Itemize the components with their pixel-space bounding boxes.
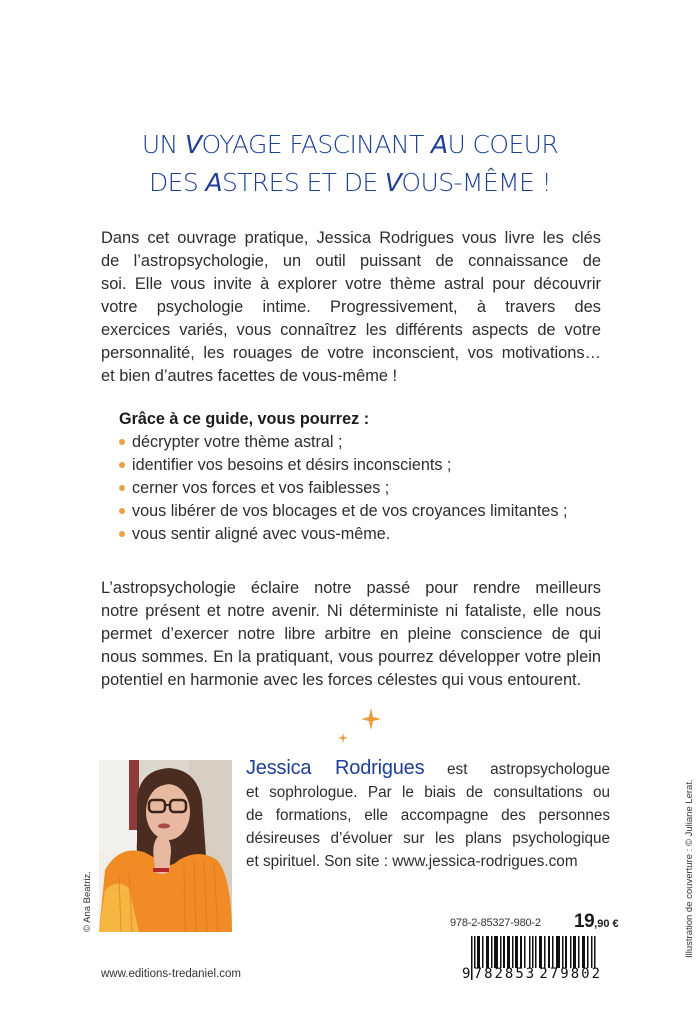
bio-line: et sophrologue. Par le biais de consultations ou (246, 784, 610, 801)
headline-segment: OUS-MÊME ! (401, 168, 551, 197)
outro-line: permet d’exercer notre libre arbitre en pleine conscience de qui (101, 625, 601, 643)
headline-segment: U COEUR (447, 130, 559, 159)
outro-line: notre présent et notre avenir. Ni déterministe ni fataliste, elle nous (101, 602, 601, 620)
list-item (119, 523, 619, 546)
author-portrait-image (99, 760, 232, 932)
price-decimal: ,90 € (594, 918, 619, 930)
price (574, 911, 619, 933)
bullet-dot-icon (119, 439, 125, 445)
intro-line: et bien d’autres facettes de vous-même ! (101, 367, 398, 385)
bullet-dot-icon (119, 462, 125, 468)
list-item (119, 431, 619, 454)
author-name: Jessica Rodrigues (246, 757, 425, 779)
bio-line: désireuses d’évoluer sur les plans psychologique (246, 830, 610, 847)
benefits-section (119, 408, 619, 546)
outro-paragraph (101, 577, 601, 692)
list-item (119, 454, 619, 477)
headline-segment: V (384, 168, 402, 197)
bio-text: est astropsychologue (424, 761, 610, 778)
intro-paragraph (101, 227, 601, 388)
isbn-number: 978-2-85327-980-2 (450, 917, 541, 929)
intro-line: Dans cet ouvrage pratique, Jessica Rodrigues vous livre les clés (101, 229, 601, 247)
bio-line: de formations, elle accompagne des personnes (246, 807, 610, 824)
price-integer: 19 (574, 911, 595, 932)
intro-line: exercices variés, vous connaîtrez les différents aspects de votre (101, 321, 601, 339)
sparkle-stars-icon (330, 700, 390, 750)
list-item-text: cerner vos forces et vos faiblesses ; (132, 479, 390, 497)
headline-segment: OYAGE FASCINANT (201, 130, 431, 159)
headline-segment: V (185, 130, 202, 159)
headline-segment: A (430, 130, 448, 159)
headline-line-1 (0, 126, 700, 164)
list-item-text: identifier vos besoins et désirs inconscients ; (132, 456, 452, 474)
intro-line: de l’astropsychologie, un outil puissant de connaissance de (101, 252, 601, 270)
bullet-dot-icon (119, 485, 125, 491)
cover-credit: Illustration de couverture : © Juliane Lerat. (684, 779, 695, 958)
benefits-title: Grâce à ce guide, vous pourrez : (119, 410, 370, 428)
author-bio (246, 757, 610, 873)
headline-segment: A (205, 168, 222, 197)
photo-credit: © Ana Beatriz. (82, 871, 93, 932)
headline-segment: UN (141, 130, 186, 159)
bio-line: et spirituel. Son site : www.jessica-rodrigues.com (246, 853, 578, 870)
barcode-digit-group: 9 (462, 966, 471, 982)
outro-line: potentiel en harmonie avec les forces célestes qui vous entourent. (101, 671, 582, 689)
publisher-website: www.editions-tredaniel.com (101, 968, 241, 980)
headline-segment: STRES ET DE (221, 168, 385, 197)
headline (0, 126, 700, 202)
bullet-dot-icon (119, 531, 125, 537)
bullet-dot-icon (119, 508, 125, 514)
outro-line: nous sommes. En la pratiquant, vous pourrez développer votre plein (101, 648, 601, 666)
barcode-digit-group: 782853 (473, 966, 537, 982)
barcode-digits (461, 968, 603, 980)
list-item (119, 500, 619, 523)
bio-line (246, 757, 610, 781)
intro-line: personnalité, les rouages de votre inconscient, vos motivations… (101, 344, 601, 362)
headline-line-2 (0, 164, 700, 202)
intro-line: votre psychologie intime. Progressivement, à travers des (101, 298, 601, 316)
list-item-text: décrypter votre thème astral ; (132, 433, 343, 451)
list-item (119, 477, 619, 500)
list-item-text: vous libérer de vos blocages et de vos croyances limitantes ; (132, 502, 568, 520)
outro-line: L’astropsychologie éclaire notre passé pour rendre meilleurs (101, 579, 601, 597)
barcode-digit-group: 279802 (539, 966, 602, 982)
author-photo (99, 760, 232, 932)
list-item-text: vous sentir aligné avec vous-même. (132, 525, 391, 543)
headline-segment: DES (148, 168, 206, 197)
intro-line: soi. Elle vous invite à explorer votre thème astral pour découvrir (101, 275, 601, 293)
benefits-list (119, 431, 619, 546)
